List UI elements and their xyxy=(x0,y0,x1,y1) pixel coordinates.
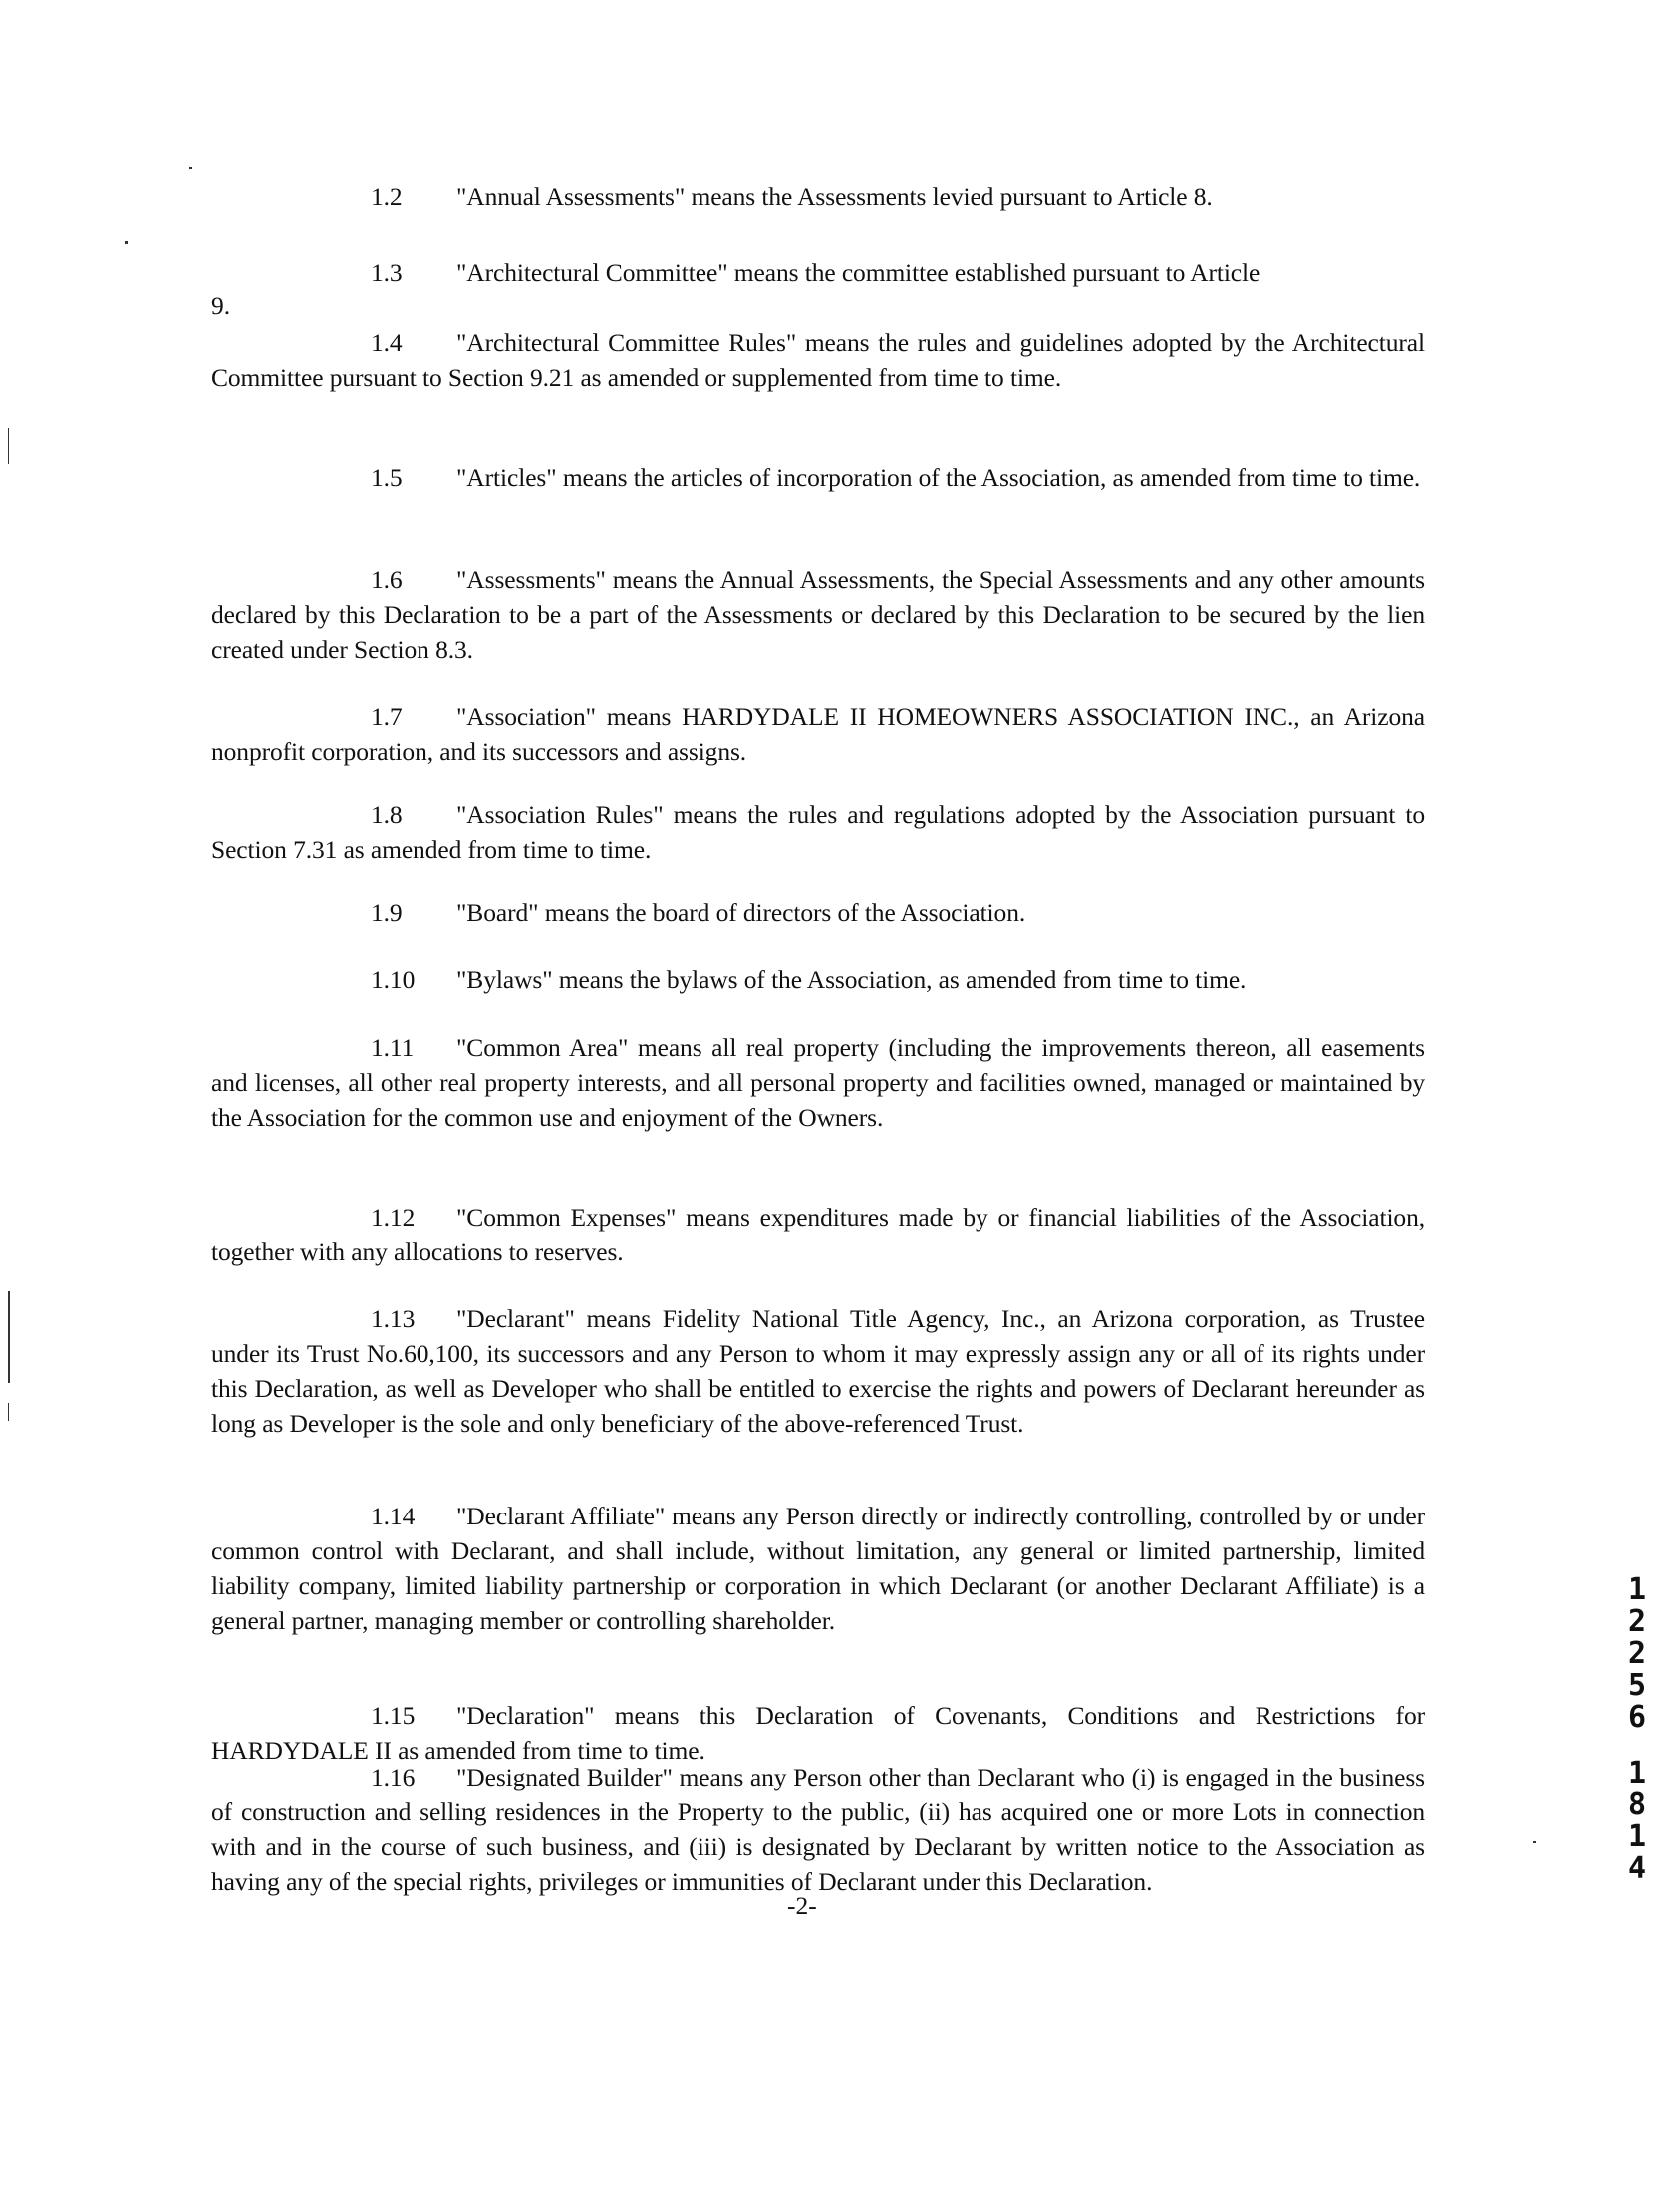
paragraph-text: "Bylaws" means the bylaws of the Association, as amended from time to time. xyxy=(456,965,1247,994)
paragraph-1-9 xyxy=(211,895,1425,930)
scan-line-mark xyxy=(8,1291,10,1383)
margin-digit: 1 xyxy=(1627,1819,1647,1854)
section-number: 1.9 xyxy=(371,898,403,927)
margin-digit: 2 xyxy=(1627,1604,1647,1639)
paragraph-text: "Architectural Committee Rules" means the rules and guidelines adopted by the Architectural Committee pursuant to Section 9.21 as amended or supplemented from time to time. xyxy=(211,328,1425,392)
margin-digit: 1 xyxy=(1627,1756,1647,1790)
paragraph-text: "Annual Assessments" means the Assessments levied pursuant to Article 8. xyxy=(456,182,1213,211)
paragraph-text: "Architectural Committee" means the committee established pursuant to Article xyxy=(456,258,1260,287)
section-number: 1.2 xyxy=(371,182,403,211)
paragraph-1-3 xyxy=(211,255,1425,290)
paragraph-1-11 xyxy=(211,1030,1425,1135)
paragraph-1-2 xyxy=(211,179,1425,214)
margin-digit: 2 xyxy=(1627,1636,1647,1671)
section-number: 1.11 xyxy=(371,1033,415,1062)
margin-digit: 1 xyxy=(1627,1572,1647,1607)
section-number: 1.5 xyxy=(371,463,403,492)
scan-line-mark xyxy=(8,1403,9,1421)
paragraph-1-16 xyxy=(211,1760,1425,1899)
section-number: 1.16 xyxy=(371,1763,416,1791)
scan-line-mark xyxy=(8,428,9,464)
paragraph-text: "Assessments" means the Annual Assessments, the Special Assessments and any other amounts declared by this Declaration to be a part of the Assessments or declared by this Declaration to be secured by the lien created under Section 8.3. xyxy=(211,565,1425,664)
section-number: 1.7 xyxy=(371,702,403,731)
section-number: 1.15 xyxy=(371,1701,416,1730)
paragraph-1-8 xyxy=(211,797,1425,867)
paragraph-1-12 xyxy=(211,1200,1425,1269)
page-number: -2- xyxy=(787,1891,817,1920)
margin-digit: 5 xyxy=(1627,1668,1647,1703)
scan-speck xyxy=(189,167,192,169)
margin-digit: 4 xyxy=(1627,1851,1647,1886)
paragraph-1-13 xyxy=(211,1301,1425,1441)
margin-number-bottom xyxy=(1622,1758,1652,1885)
section-number: 1.13 xyxy=(371,1304,416,1333)
paragraph-text: "Board" means the board of directors of the Association. xyxy=(456,898,1026,927)
paragraph-1-6 xyxy=(211,562,1425,667)
paragraph-1-5 xyxy=(211,460,1425,495)
paragraph-text: "Articles" means the articles of incorporation of the Association, as amended from time to time. xyxy=(456,463,1421,492)
paragraph-1-7 xyxy=(211,699,1425,769)
paragraph-text: "Association" means HARDYDALE II HOMEOWNERS ASSOCIATION INC., an Arizona nonprofit corporation, and its successors and assigns. xyxy=(211,702,1425,766)
margin-digit: 6 xyxy=(1627,1700,1647,1735)
section-number: 1.10 xyxy=(371,965,416,994)
article-number-nine: 9. xyxy=(211,291,231,320)
paragraph-1-10 xyxy=(211,962,1425,997)
paragraph-1-14 xyxy=(211,1499,1425,1638)
margin-number-top xyxy=(1622,1574,1652,1734)
paragraph-text: "Common Expenses" means expenditures made by or financial liabilities of the Association, together with any allocations to reserves. xyxy=(211,1203,1425,1266)
section-number: 1.4 xyxy=(371,328,403,357)
section-number: 1.3 xyxy=(371,258,403,287)
paragraph-1-4 xyxy=(211,325,1425,395)
scan-speck xyxy=(1533,1841,1536,1843)
section-number: 1.14 xyxy=(371,1502,416,1530)
section-number: 1.12 xyxy=(371,1203,416,1232)
scan-speck xyxy=(125,241,128,244)
section-number: 1.6 xyxy=(371,565,403,594)
paragraph-text: "Declarant" means Fidelity National Title Agency, Inc., an Arizona corporation, as Trustee under its Trust No.60,100, its successors and any Person to whom it may expressly assign any or all of its rights under this Declaration, as well as Developer who shall be entitled to exercise the rights and powers of Declarant hereunder as long as Developer is the sole and only beneficiary of the above-referenced Trust. xyxy=(211,1304,1425,1438)
margin-digit: 8 xyxy=(1627,1788,1647,1822)
paragraph-text: "Declarant Affiliate" means any Person directly or indirectly controlling, controlled by or under common control with Declarant, and shall include, without limitation, any general or limited partnership, limited liability company, limited liability partnership or corporation in which Declarant (or another Declarant Affiliate) is a general partner, managing member or controlling shareholder. xyxy=(211,1502,1425,1635)
section-number: 1.8 xyxy=(371,800,403,829)
paragraph-1-15 xyxy=(211,1698,1425,1768)
paragraph-text: "Designated Builder" means any Person other than Declarant who (i) is engaged in the business of construction and selling residences in the Property to the public, (ii) has acquired one or more Lots in connection with and in the course of such business, and (iii) is designated by Declarant by written notice to the Association as having any of the special rights, privileges or immunities of Declarant under this Declaration. xyxy=(211,1763,1425,1896)
paragraph-text: "Common Area" means all real property (including the improvements thereon, all easements and licenses, all other real property interests, and all personal property and facilities owned, managed or maintained by the Association for the common use and enjoyment of the Owners. xyxy=(211,1033,1425,1132)
paragraph-text: "Declaration" means this Declaration of Covenants, Conditions and Restrictions for HARDYDALE II as amended from time to time. xyxy=(211,1701,1425,1765)
paragraph-text: "Association Rules" means the rules and regulations adopted by the Association pursuant to Section 7.31 as amended from time to time. xyxy=(211,800,1425,864)
